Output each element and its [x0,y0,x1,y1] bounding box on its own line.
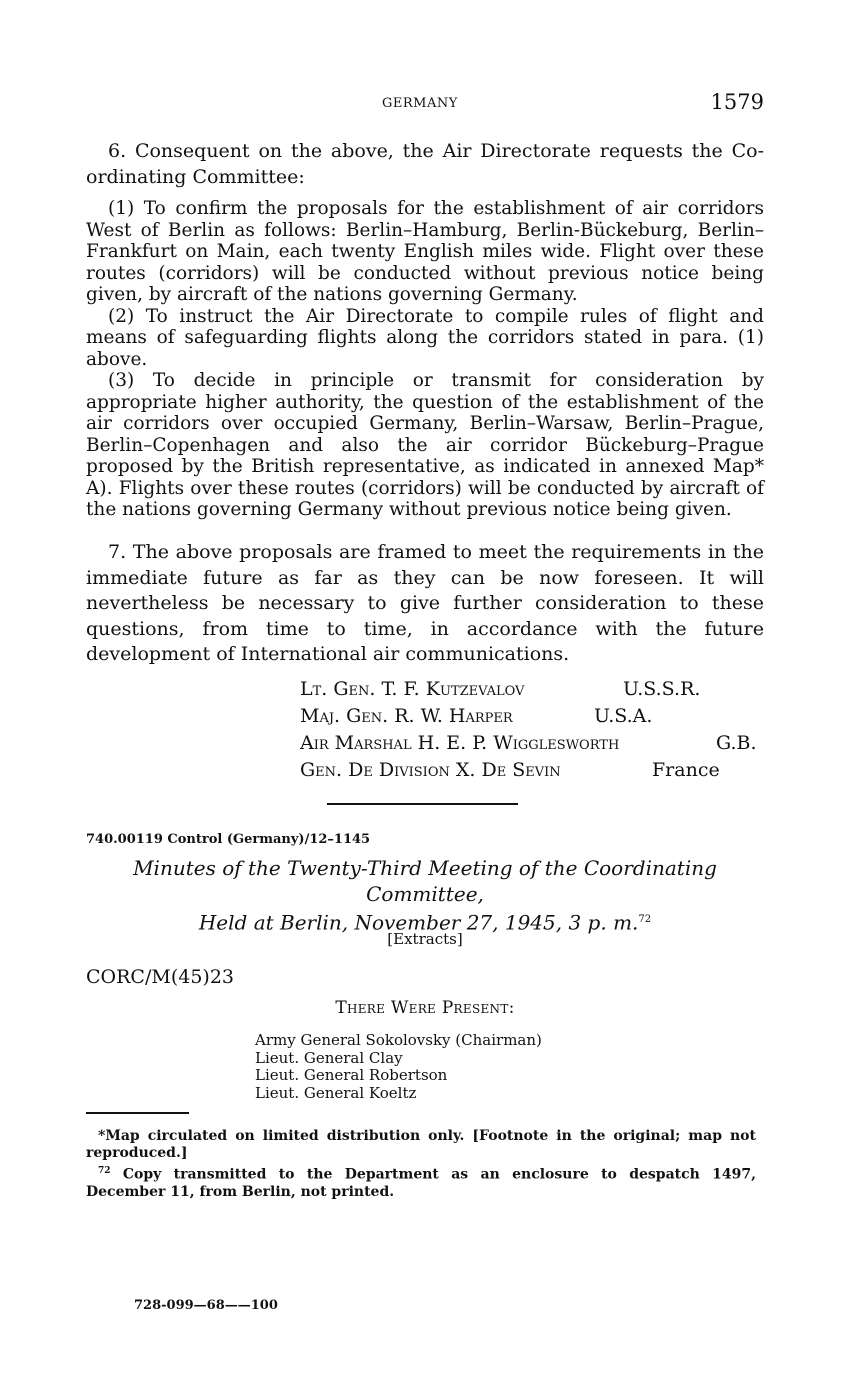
attendee: Lieut. General Robertson [255,1066,448,1084]
title-footnote-mark: 72 [638,914,652,925]
signature-row [300,705,770,732]
section-divider [327,803,518,805]
signatory-name: Gen. De Division X. De Sevin [300,759,561,781]
signatory-country: U.S.A. [594,705,653,727]
signature-block [300,678,770,786]
footnote-72 [86,1163,756,1201]
page-header [86,90,764,120]
signatory-country: U.S.S.R. [623,678,701,700]
signatory-name: Lt. Gen. T. F. Kutzevalov [300,678,525,700]
running-head: GERMANY [382,96,458,111]
file-reference: 740.00119 Control (Germany)/12–1145 [86,832,371,847]
sub-item-1: (1) To confirm the proposals for the establishment of air corridors West of Berlin as follows: Berlin–Hamburg, Berlin-Bückeburg, Berlin–Frankfurt on Main, each twenty English miles wide. Flight over these routes (corridors) will be conducted without previous notice being given, by aircraft of the nations governing Germany. [86,198,764,305]
signatory-country: France [652,759,720,781]
attendee: Army General Sokolovsky (Chairman) [255,1031,542,1049]
footnote-star: *Map circulated on limited distribution only. [Footnote in the original; map not reproduced.] [86,1128,756,1161]
paragraph-6-intro: 6. Consequent on the above, the Air Directorate requests the Co-ordinating Committee: [86,140,764,188]
signatory-name: Air Marshal H. E. P. Wigglesworth [300,732,620,754]
page-number: 1579 [710,90,764,114]
attendee: Lieut. General Clay [255,1048,403,1067]
signature-row [300,678,770,705]
footnote-72-mark: 72 [98,1166,111,1176]
document-title [86,855,764,936]
footnote-divider [86,1112,189,1114]
sub-item-2: (2) To instruct the Air Directorate to compile rules of flight and means of safeguarding flights along the corridors stated in para. (1) above. [86,305,764,370]
attendee-list [255,1032,542,1102]
sub-item-3: (3) To decide in principle or transmit for consideration by appropriate higher authority, the question of the establishment of the air corridors over occupied Germany, Berlin–Warsaw, Berlin–Prague, Berlin–Copenhagen and also the air corridor Bückeburg–Prague proposed by the British representative, as indicated in annexed Map* A). Flights over these routes (corridors) will be conducted by aircraft of the nations governing Germany without previous notice being given. [86,370,764,520]
present-heading: There Were Present: [335,998,515,1018]
signatory-country: G.B. [716,732,757,754]
title-line-1: Minutes of the Twenty-Third Meeting of the Coordinating Committee, [133,856,717,906]
title-line-2-text: Held at Berlin, November 27, 1945, 3 p. m. [198,910,639,935]
signature-row [300,732,770,759]
signature-row [300,759,770,786]
paragraph-7: 7. The above proposals are framed to meet the requirements in the immediate future as far as they can be now foreseen. It will nevertheless be necessary to give further consideration to these questions, from time to time, in accordance with the future development of International air communications. [86,541,764,665]
footnotes [86,1128,756,1202]
footnote-72-text: Copy transmitted to the Department as an enclosure to despatch 1497, December 11, from Berlin, not printed. [86,1166,757,1200]
corc-reference: CORC/M(45)23 [86,966,234,988]
sub-items [86,198,764,521]
print-code: 728-099—68——100 [134,1298,278,1313]
extracts-label: [Extracts] [387,930,463,948]
signatory-name: Maj. Gen. R. W. Harper [300,705,513,727]
attendee: Lieut. General Koeltz [255,1083,417,1102]
